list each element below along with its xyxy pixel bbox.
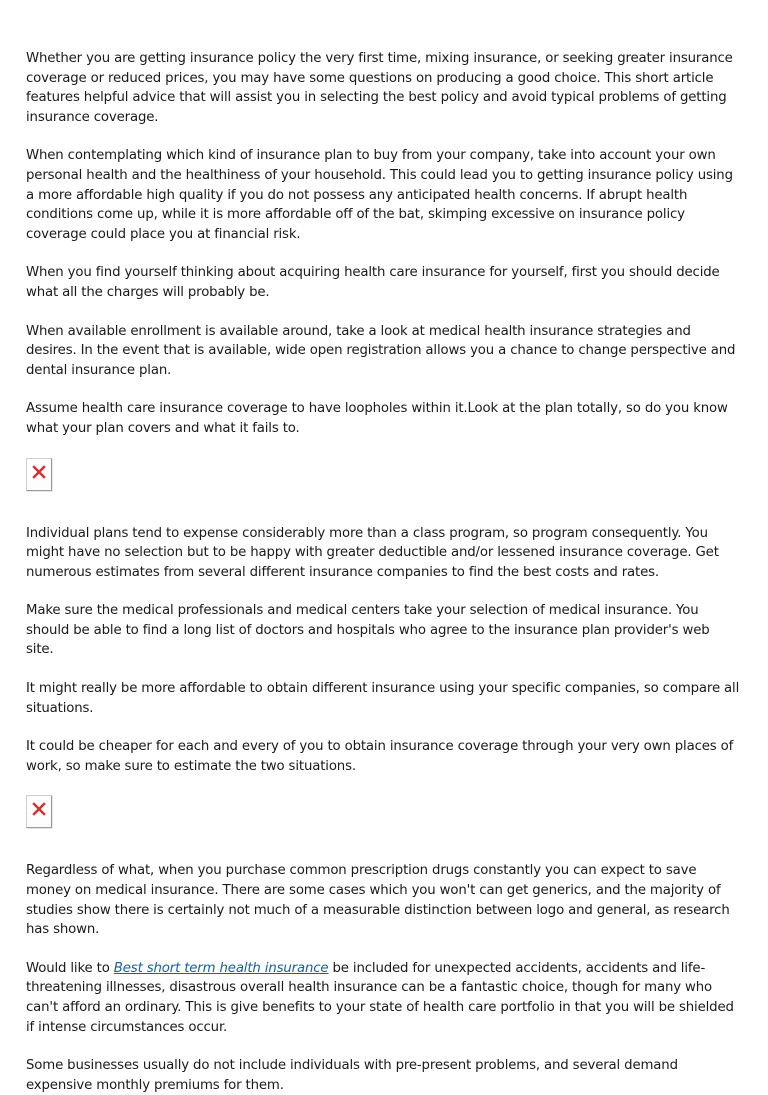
broken-image-icon bbox=[32, 465, 46, 479]
broken-image-1 bbox=[26, 458, 52, 491]
paragraph-charges: When you find yourself thinking about acquiring health care insurance for yourself, first you should decide what all the charges will probably be. bbox=[26, 265, 720, 300]
paragraph-workplace: It could be cheaper for each and every of you to obtain insurance coverage through your very own places of work, so make sure to estimate the two situations. bbox=[26, 739, 734, 774]
paragraph-loopholes: Assume health care insurance coverage to have loopholes within it.Look at the plan totally, so do you know what your plan covers and what it fails to. bbox=[26, 401, 728, 436]
paragraph-short-term bbox=[26, 959, 741, 1037]
paragraph-short-term-after: be included for unexpected accidents, accidents and life-threatening illnesses, disastrous overall health insurance can be a fantastic choice, though for many who can't afford an ordinary. This is give benefits to your state of health care portfolio in that you will be shielded if intense circumstances occur. bbox=[26, 960, 734, 1035]
paragraph-intro: Whether you are getting insurance policy the very first time, mixing insurance, or seeking greater insurance coverage or reduced prices, you may have some questions on producing a good choice. This short article features helpful advice that will assist you in selecting the best policy and avoid typical problems of getting insurance coverage. bbox=[26, 51, 733, 125]
paragraph-plan-choice: When contemplating which kind of insurance plan to buy from your company, take into account your own personal health and the healthiness of your household. This could lead you to getting insurance policy using a more affordable high quality if you do not possess any anticipated health concerns. If abrupt health conditions come up, while it is more affordable off of the bat, skimping excessive on insurance policy coverage could place you at financial risk. bbox=[26, 148, 733, 242]
paragraph-generics: Regardless of what, when you purchase common prescription drugs constantly you can expect to save money on medical insurance. There are some cases which you won't can get generics, and the majority of studies show there is certainly not much of a measurable distinction between logo and general, as research has shown. bbox=[26, 863, 730, 938]
paragraph-pre-existing: Some businesses usually do not include individuals with pre-present problems, and several demand expensive monthly premiums for them. bbox=[26, 1058, 678, 1093]
short-term-insurance-link[interactable]: Best short term health insurance bbox=[113, 960, 329, 976]
broken-image-2 bbox=[26, 795, 52, 828]
paragraph-short-term-before: Would like to bbox=[26, 960, 114, 976]
paragraph-individual-plans: Individual plans tend to expense considerably more than a class program, so program consequently. You might have no selection but to be happy with greater deductible and/or lessened insurance coverage. Get numerous estimates from several different insurance companies to find the best costs and rates. bbox=[26, 525, 719, 580]
broken-image-icon bbox=[32, 802, 46, 816]
paragraph-enrollment: When available enrollment is available around, take a look at medical health insurance strategies and desires. In the event that is available, wide open registration allows you a chance to change perspective and dental insurance plan. bbox=[26, 323, 736, 378]
paragraph-doctors: Make sure the medical professionals and medical centers take your selection of medical insurance. You should be able to find a long list of doctors and hospitals who agree to the insurance plan provider's web site. bbox=[26, 603, 710, 658]
paragraph-compare: It might really be more affordable to obtain different insurance using your specific companies, so compare all situations. bbox=[26, 681, 740, 716]
